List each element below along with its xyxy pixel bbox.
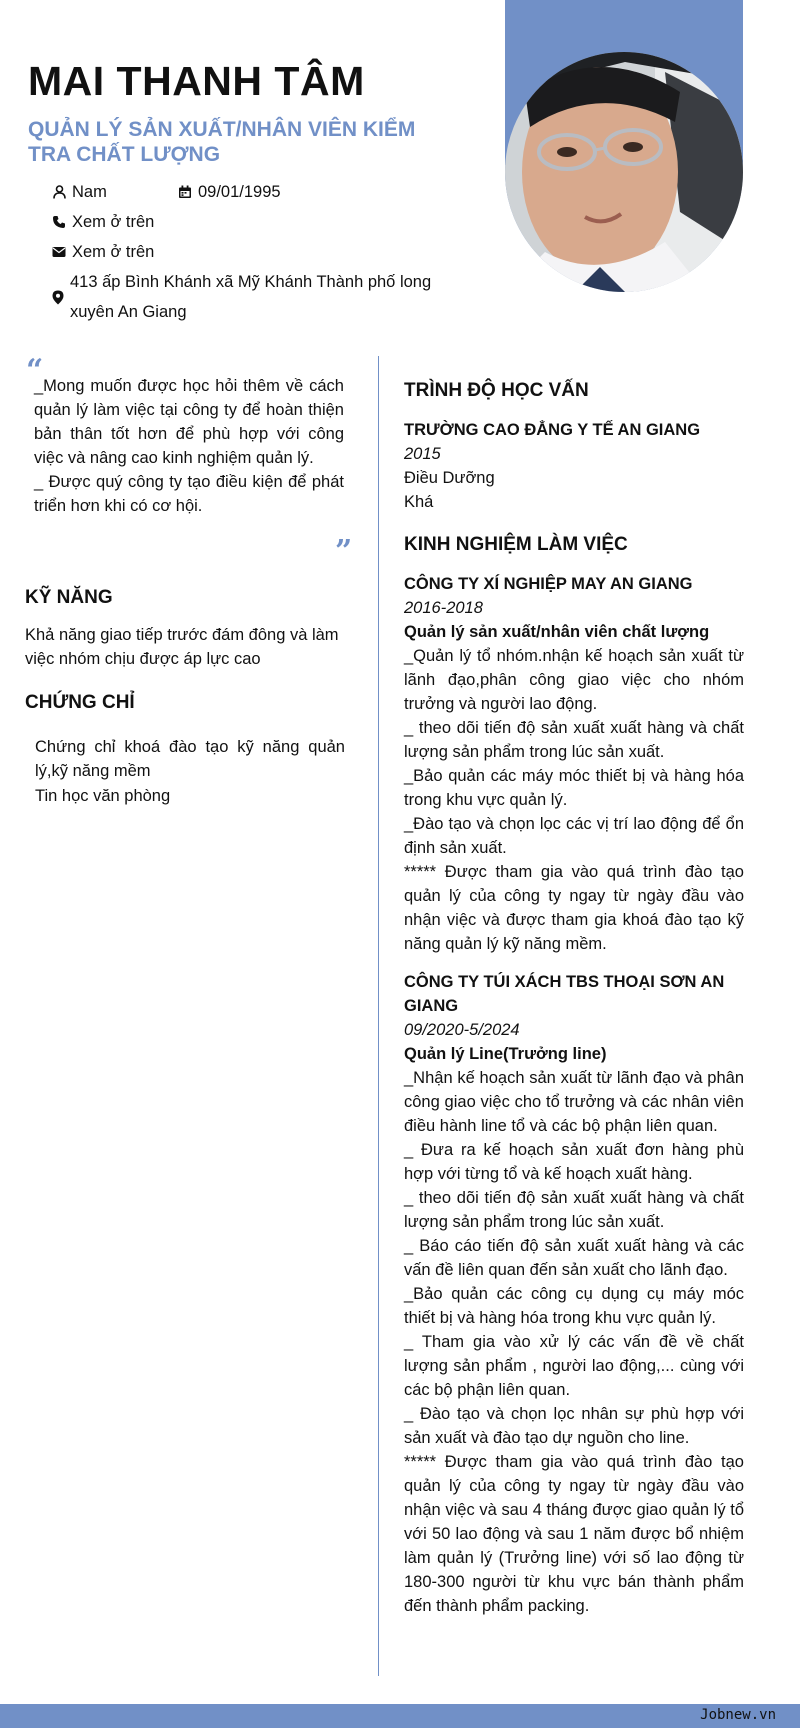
candidate-name: MAI THANH TÂM <box>28 58 365 104</box>
phone-row <box>52 207 154 237</box>
job-company: CÔNG TY XÍ NGHIỆP MAY AN GIANG <box>404 575 693 593</box>
user-icon <box>52 185 66 199</box>
birthdate-row <box>178 177 281 207</box>
email-row <box>52 237 154 267</box>
education-year: 2015 <box>404 445 441 463</box>
experience-heading: KINH NGHIỆM LÀM VIỆC <box>404 534 628 555</box>
job-period: 2016-2018 <box>404 599 483 617</box>
job-description: _Quản lý tổ nhóm.nhận kế hoạch sản xuất từ lãnh đạo,phân công giao việc cho nhóm trưởng và người lao động. _ theo dõi tiến độ sản xuất xuất hàng và chất lượng sản phẩm trong lúc sản xuất. _Bảo quản các máy móc thiết bị và hàng hóa trong khu vực quản lý. _Đào tạo và chọn lọc các vị trí lao động để ổn định sản xuất. ***** Được tham gia vào quá trình đào tạo quản lý của công ty ngay từ ngày đầu vào nhận việc và được tham gia khoá đào tạo kỹ năng quản lý kỹ năng mềm. <box>404 647 744 953</box>
education-heading: TRÌNH ĐỘ HỌC VẤN <box>404 380 589 401</box>
skills-heading: KỸ NĂNG <box>25 587 113 608</box>
job-role: Quản lý sản xuất/nhân viên chất lượng <box>404 623 710 641</box>
envelope-icon <box>52 245 66 259</box>
certificate-item: Tin học văn phòng <box>35 787 171 805</box>
candidate-title: QUẢN LÝ SẢN XUẤT/NHÂN VIÊN KIỂM TRA CHẤT LƯỢNG <box>28 118 416 166</box>
job-entry <box>404 572 744 956</box>
profile-photo <box>505 52 743 292</box>
profile-photo-illustration <box>505 52 743 292</box>
calendar-icon <box>178 185 192 199</box>
certificates-heading: CHỨNG CHỈ <box>25 692 135 713</box>
education-school: TRƯỜNG CAO ĐẲNG Y TẾ AN GIANG <box>404 421 701 439</box>
column-divider <box>378 356 379 1676</box>
quote-open-icon: “ <box>26 353 44 388</box>
map-pin-icon <box>52 290 64 304</box>
email-value: Xem ở trên <box>72 243 155 261</box>
footer-bar <box>0 1704 800 1728</box>
quote-close-icon: ” <box>335 534 353 569</box>
objective-text: _Mong muốn được học hỏi thêm về cách quản lý làm việc tại công ty để hoàn thiện bản thân tốt hơn để phù hợp với công việc và nâng cao kinh nghiệm quản lý. _ Được quý công ty tạo điều kiện để phát triển hơn khi có cơ hội. <box>34 377 344 515</box>
gender-value: Nam <box>72 183 107 201</box>
birthdate-value: 09/01/1995 <box>198 183 281 201</box>
phone-icon <box>52 215 66 229</box>
footer-brand: Jobnew.vn <box>700 1707 776 1723</box>
gender-row <box>52 177 107 207</box>
job-company: CÔNG TY TÚI XÁCH TBS THOẠI SƠN AN GIANG <box>404 973 725 1015</box>
career-objective <box>34 374 344 518</box>
job-description: _Nhận kế hoạch sản xuất từ lãnh đạo và phân công giao việc cho tổ trưởng và các nhân viên điều hành line tổ và các bộ phận liên quan. _ Đưa ra kế hoạch sản xuất đơn hàng phù hợp với từng tổ và kế hoạch xuất hàng. _ theo dõi tiến độ sản xuất xuất hàng và chất lượng sản phẩm trong lúc sản xuất. _ Báo cáo tiến độ sản xuất xuất hàng và các vấn đề liên quan đến sản xuất cho lãnh đạo. _Bảo quản các công cụ dụng cụ máy móc thiết bị và hàng hóa trong khu vực quản lý. _ Tham gia vào xử lý các vấn đề về chất lượng sản phẩm , người lao động,... cùng với các bộ phận liên quan. _ Đào tạo và chọn lọc nhân sự phù hợp với sản xuất và đào tạo dự nguồn cho line. ***** Được tham gia vào quá trình đào tạo quản lý của công ty ngay từ ngày đầu vào nhận việc và sau 4 tháng được giao quản lý tổ với 50 lao động và sau 1 năm được bổ nhiệm làm quản lý (Trưởng line) với số lao động từ 180-300 người từ khu vực bán thành phẩm đến thành phẩm packing. <box>404 1069 744 1615</box>
certificate-item: Chứng chỉ khoá đào tạo kỹ năng quản lý,kỹ năng mềm <box>35 738 345 780</box>
address-row <box>52 267 432 327</box>
address-value: 413 ấp Bình Khánh xã Mỹ Khánh Thành phố long xuyên An Giang <box>70 273 432 321</box>
education-major: Điều Dưỡng <box>404 469 495 487</box>
job-role: Quản lý Line(Trưởng line) <box>404 1045 607 1063</box>
education-grade: Khá <box>404 493 434 511</box>
skills-text: Khả năng giao tiếp trước đám đông và làm việc nhóm chịu được áp lực cao <box>25 626 339 668</box>
right-column <box>404 378 744 1618</box>
job-period: 09/2020-5/2024 <box>404 1021 520 1039</box>
job-entry <box>404 970 744 1618</box>
phone-value: Xem ở trên <box>72 213 155 231</box>
